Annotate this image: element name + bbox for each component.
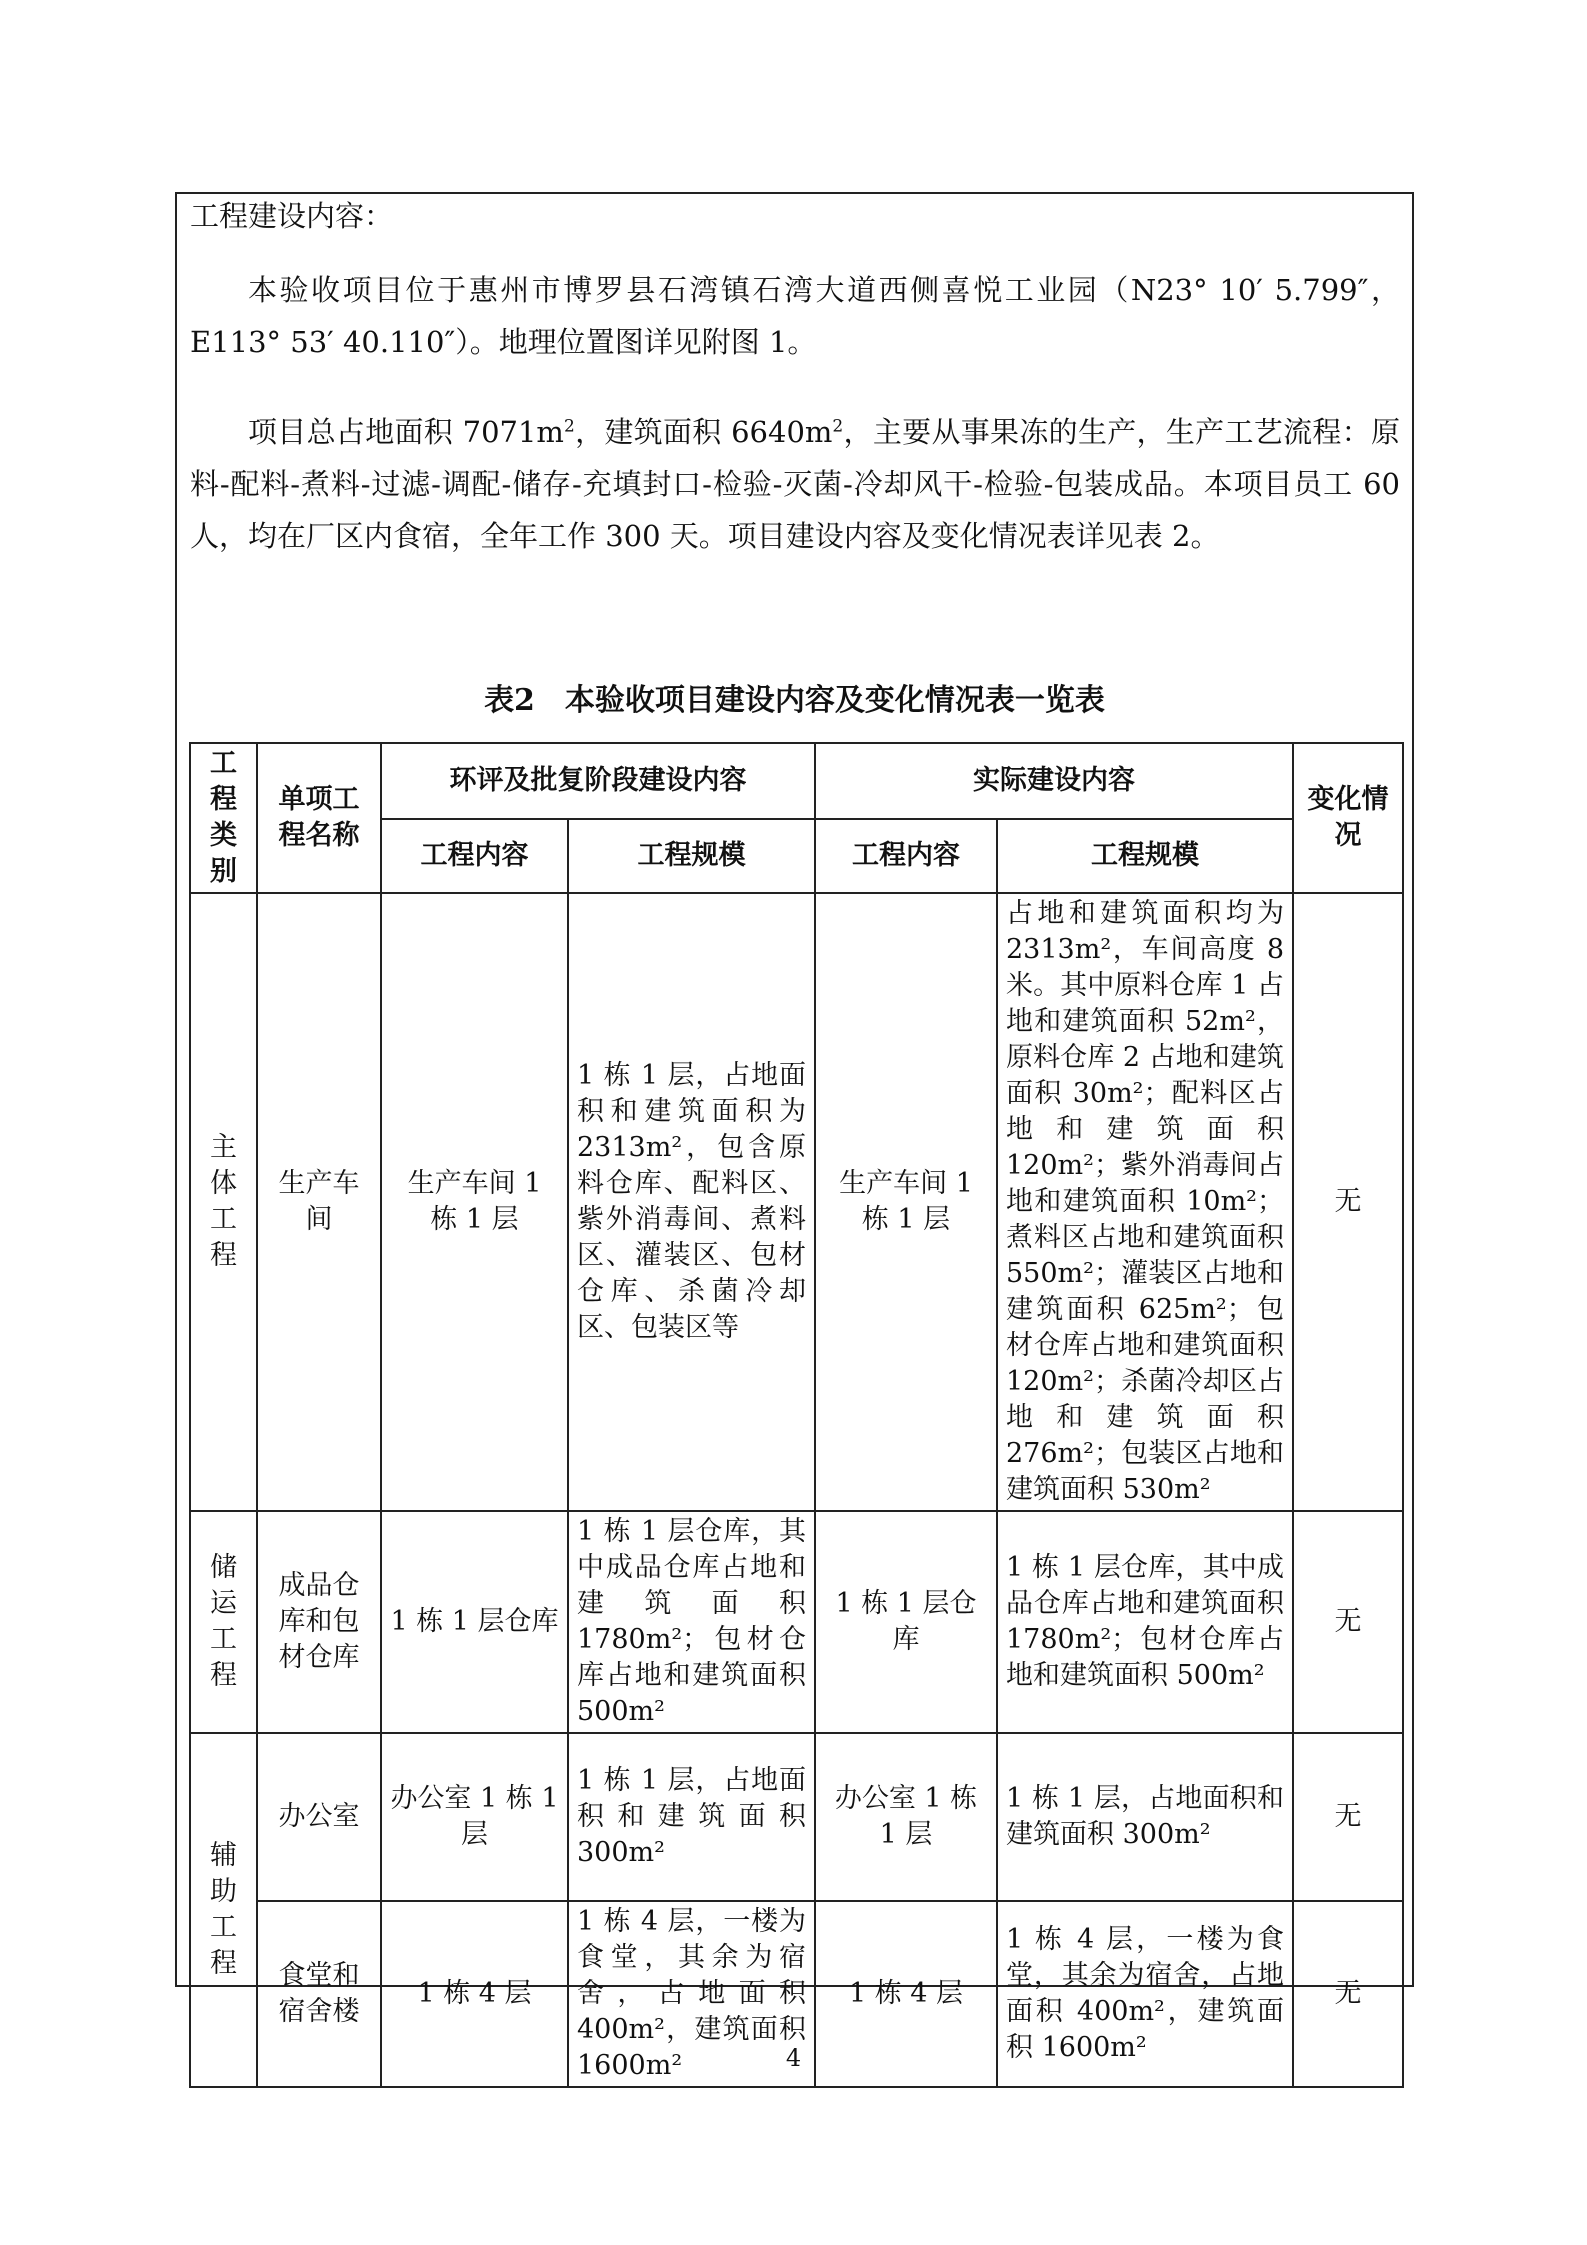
header-eia-group: 环评及批复阶段建设内容 (381, 743, 815, 819)
header-category: 工程类别 (190, 743, 257, 893)
superscript: 2 (563, 416, 575, 437)
header-item: 单项工程名称 (257, 743, 381, 893)
eia-scale-cell: 1 栋 1 层，占地面积和建筑面积为 2313m²，包含原料仓库、配料区、紫外消毒间、煮料区、灌装区、包材仓库、杀菌冷却区、包装区等 (568, 893, 815, 1511)
overview-text-1: 项目总占地面积 7071m (248, 415, 564, 449)
header-actual-content: 工程内容 (815, 819, 997, 893)
actual-scale-cell: 1 栋 1 层，占地面积和建筑面积 300m² (997, 1733, 1293, 1901)
eia-content-cell: 1 栋 1 层仓库 (381, 1511, 568, 1733)
actual-content-cell: 生产车间 1 栋 1 层 (815, 893, 997, 1511)
section-heading: 工程建设内容： (190, 199, 394, 233)
table-row (190, 893, 1403, 1511)
header-change: 变化情况 (1293, 743, 1403, 893)
category-cell: 主体工程 (190, 893, 257, 1511)
page-number: 4 (785, 2044, 802, 2072)
item-cell: 食堂和宿舍楼 (257, 1901, 381, 2087)
superscript: 2 (832, 416, 844, 437)
overview-text-2: ，建筑面积 6640m (574, 415, 833, 449)
header-actual-group: 实际建设内容 (815, 743, 1293, 819)
actual-scale-cell: 1 栋 4 层，一楼为食堂，其余为宿舍，占地面积 400m²，建筑面积 1600m² (997, 1901, 1293, 2087)
item-cell: 生产车间 (257, 893, 381, 1511)
table-caption: 表2 本验收项目建设内容及变化情况表一览表 (484, 683, 1105, 718)
location-paragraph: 本验收项目位于惠州市博罗县石湾镇石湾大道西侧喜悦工业园（N23° 10′ 5.799″，E113° 53′ 40.110″）。地理位置图详见附图 1。 (190, 273, 1400, 359)
actual-scale-cell: 1 栋 1 层仓库，其中成品仓库占地和建筑面积 1780m²；包材仓库占地和建筑面积 500m² (997, 1511, 1293, 1733)
actual-content-cell: 1 栋 1 层仓库 (815, 1511, 997, 1733)
header-row (190, 743, 1403, 819)
header-actual-scale: 工程规模 (997, 819, 1293, 893)
item-cell: 成品仓库和包材仓库 (257, 1511, 381, 1733)
actual-scale-cell: 占地和建筑面积均为 2313m²，车间高度 8 米。其中原料仓库 1 占地和建筑面积 52m²，原料仓库 2 占地和建筑面积 30m²；配料区占地和建筑面积 120m²；紫外消毒间占地和建筑面积 10m²；煮料区占地和建筑面积 550m²；灌装区占地和建筑面积 625m²；包材仓库占地和建筑面积 120m²；杀菌冷却区占地和建筑面积 276m²；包装区占地和建筑面积 530m² (997, 893, 1293, 1511)
header-eia-scale: 工程规模 (568, 819, 815, 893)
eia-content-cell: 生产车间 1 栋 1 层 (381, 893, 568, 1511)
eia-scale-cell: 1 栋 4 层，一楼为食堂，其余为宿舍，占地面积 400m²，建筑面积 1600m² (568, 1901, 815, 2087)
category-cell: 储运工程 (190, 1511, 257, 1733)
eia-content-cell: 办公室 1 栋 1 层 (381, 1733, 568, 1901)
category-cell: 辅助工程 (190, 1733, 257, 2087)
construction-table (189, 742, 1404, 2088)
change-cell: 无 (1293, 893, 1403, 1511)
header-eia-content: 工程内容 (381, 819, 568, 893)
change-cell: 无 (1293, 1511, 1403, 1733)
overview-text-3: ，主要从事果冻的生产，生产工艺流程：原料-配料-煮料-过滤-调配-储存-充填封口-检验-灭菌-冷却风干-检验-包装成品。本项目员工 60 人，均在厂区内食宿，全年工作 300 天。项目建设内容及变化情况表详见表 2。 (190, 415, 1400, 553)
item-cell: 办公室 (257, 1733, 381, 1901)
change-cell: 无 (1293, 1901, 1403, 2087)
actual-content-cell: 1 栋 4 层 (815, 1901, 997, 2087)
change-cell: 无 (1293, 1733, 1403, 1901)
eia-content-cell: 1 栋 4 层 (381, 1901, 568, 2087)
eia-scale-cell: 1 栋 1 层仓库，其中成品仓库占地和建筑面积 1780m²；包材仓库占地和建筑面积 500m² (568, 1511, 815, 1733)
overview-paragraph (190, 406, 1400, 562)
table-row (190, 1733, 1403, 1901)
eia-scale-cell: 1 栋 1 层，占地面积和建筑面积 300m² (568, 1733, 815, 1901)
table-row (190, 1511, 1403, 1733)
actual-content-cell: 办公室 1 栋 1 层 (815, 1733, 997, 1901)
